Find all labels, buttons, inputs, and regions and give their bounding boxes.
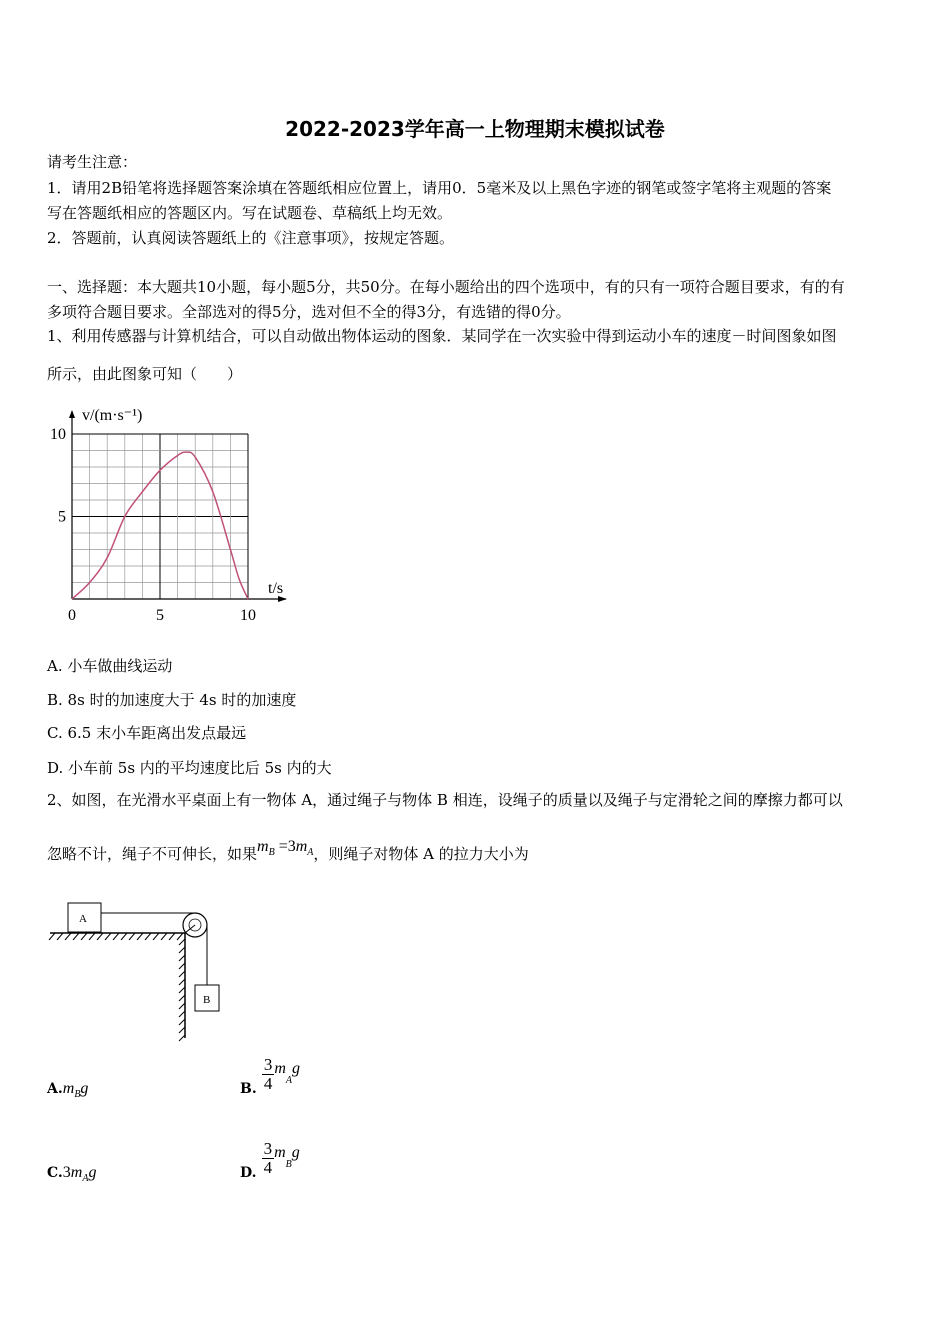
hatch-mark (179, 1011, 185, 1017)
chart-axes (69, 410, 287, 602)
hatch-mark (105, 933, 111, 940)
formula-sub-a: A (307, 847, 314, 859)
x-tick-label: 0 (68, 607, 76, 624)
hatch-mark (179, 1027, 185, 1033)
hatch-mark (73, 933, 79, 940)
fraction-denominator: 4 (263, 1158, 273, 1177)
q2-option-d-g: g (291, 1144, 300, 1161)
q1-option-d[interactable]: D. 小车前 5s 内的平均速度比后 5s 内的大 (47, 759, 332, 777)
hatch-mark (179, 979, 185, 985)
formula-mass-b: m (257, 838, 269, 855)
hatch-mark (179, 1019, 185, 1025)
x-tick-label: 10 (240, 607, 256, 624)
hatch-mark (179, 1003, 185, 1009)
q2-option-b-m: m (274, 1060, 286, 1077)
hatch-mark (179, 947, 185, 953)
q2-option-b[interactable] (240, 1056, 300, 1097)
hatch-mark (145, 933, 151, 940)
fraction-denominator: 4 (263, 1074, 273, 1093)
formula-equals: =3 (274, 838, 296, 855)
section-heading-line-1: 一、选择题：本大题共10小题，每小题5分，共50分。在每小题给出的四个选项中，有的只有一项符合题目要求，有的有 (47, 278, 845, 296)
q1-option-a[interactable]: A. 小车做曲线运动 (47, 657, 173, 675)
fraction-numerator: 3 (263, 1055, 273, 1074)
q2-option-c-coef: 3 (62, 1164, 71, 1181)
page-title: 2022-2023学年高一上物理期末模拟试卷 (285, 117, 665, 141)
hatch-mark (169, 933, 175, 940)
q2-option-b-g: g (291, 1060, 300, 1077)
pulley-diagram (45, 895, 245, 1045)
block-a-label: A (79, 913, 87, 925)
q2-option-d-fraction (262, 1140, 275, 1177)
notice-line-1b: 写在答题纸相应的答题区内。写在试题卷、草稿纸上均无效。 (47, 204, 453, 222)
q2-stem-line-2 (47, 838, 529, 870)
q2-option-d-m: m (274, 1144, 286, 1161)
q2-stem-pre: 忽略不计，绳子不可伸长，如果 (47, 845, 258, 863)
hatch-mark (179, 939, 185, 945)
hatch-mark (129, 933, 135, 940)
y-tick-label: 10 (50, 426, 66, 443)
notice-heading: 请考生注意： (47, 153, 138, 171)
q2-option-c-sub: A (82, 1173, 89, 1185)
notice-line-2: 2．答题前，认真阅读答题纸上的《注意事项》，按规定答题。 (47, 229, 455, 247)
block-b-label: B (203, 994, 211, 1006)
q2-option-b-fraction (262, 1056, 275, 1093)
q2-stem-post: ，则绳子对物体 A 的拉力大小为 (313, 845, 529, 863)
q1-stem-line-1: 1、利用传感器与计算机结合，可以自动做出物体运动的图象．某同学在一次实验中得到运动小车的速度－时间图象如图 (47, 327, 837, 345)
table-surface (49, 933, 185, 1041)
vt-chart (40, 400, 300, 630)
hatch-mark (177, 933, 183, 940)
hatch-mark (113, 933, 119, 940)
hatch-mark (179, 955, 185, 961)
q2-option-d-sub: B (285, 1159, 292, 1171)
q2-option-c-m: m (70, 1164, 83, 1181)
fraction-numerator: 3 (263, 1139, 273, 1158)
notice-line-1: 1．请用2B铅笔将选择题答案涂填在答题纸相应位置上，请用0．5毫米及以上黑色字迹的钢笔或签字笔将主观题的答案 (47, 179, 832, 197)
hatch-mark (65, 933, 71, 940)
hatch-mark (89, 933, 95, 940)
x-axis-label: t/s (268, 580, 284, 597)
hatch-mark (137, 933, 143, 940)
hatch-mark (179, 1035, 185, 1041)
q2-option-b-label: B. (240, 1081, 257, 1097)
q2-option-d-label: D. (240, 1165, 257, 1181)
hatch-mark (161, 933, 167, 940)
q2-option-a-sub: B (74, 1089, 81, 1101)
q2-option-d[interactable] (240, 1140, 300, 1181)
formula-sub-b: B (268, 847, 275, 859)
q2-option-c[interactable] (47, 1162, 96, 1184)
tick-labels (50, 426, 256, 624)
y-axis-arrow (69, 410, 75, 418)
q2-option-a-g: g (80, 1080, 89, 1097)
y-axis-label: v/(m·s⁻¹) (82, 407, 143, 424)
hatch-mark (97, 933, 103, 940)
q2-stem-line-1: 2、如图，在光滑水平桌面上有一物体 A，通过绳子与物体 B 相连，设绳子的质量以及绳子与定滑轮之间的摩擦力都可以 (47, 791, 843, 809)
q2-option-b-sub: A (285, 1075, 292, 1087)
hatch-mark (57, 933, 63, 940)
hatch-mark (121, 933, 127, 940)
q2-option-a-m: m (62, 1080, 75, 1097)
q1-option-b[interactable]: B. 8s 时的加速度大于 4s 时的加速度 (47, 691, 297, 709)
hatch-mark (179, 987, 185, 993)
section-heading-line-2: 多项符合题目要求。全部选对的得5分，选对但不全的得3分，有选错的得0分。 (47, 303, 571, 321)
hatch-mark (49, 933, 55, 940)
hatch-mark (179, 995, 185, 1001)
q2-option-a-label: A. (47, 1081, 63, 1097)
q1-stem-line-2: 所示，由此图象可知（ ） (47, 365, 243, 383)
q2-option-a[interactable] (47, 1078, 88, 1100)
chart-grid (72, 434, 248, 599)
x-tick-label: 5 (156, 607, 164, 624)
q2-formula (257, 838, 314, 859)
hatch-mark (81, 933, 87, 940)
q1-option-c[interactable]: C. 6.5 末小车距离出发点最远 (47, 724, 247, 742)
q2-option-c-label: C. (47, 1165, 63, 1181)
hatch-mark (179, 963, 185, 969)
hatch-mark (153, 933, 159, 940)
y-tick-label: 5 (58, 508, 66, 526)
formula-mass-a: m (295, 838, 308, 855)
hatch-mark (179, 971, 185, 977)
q2-option-c-g: g (88, 1164, 97, 1181)
